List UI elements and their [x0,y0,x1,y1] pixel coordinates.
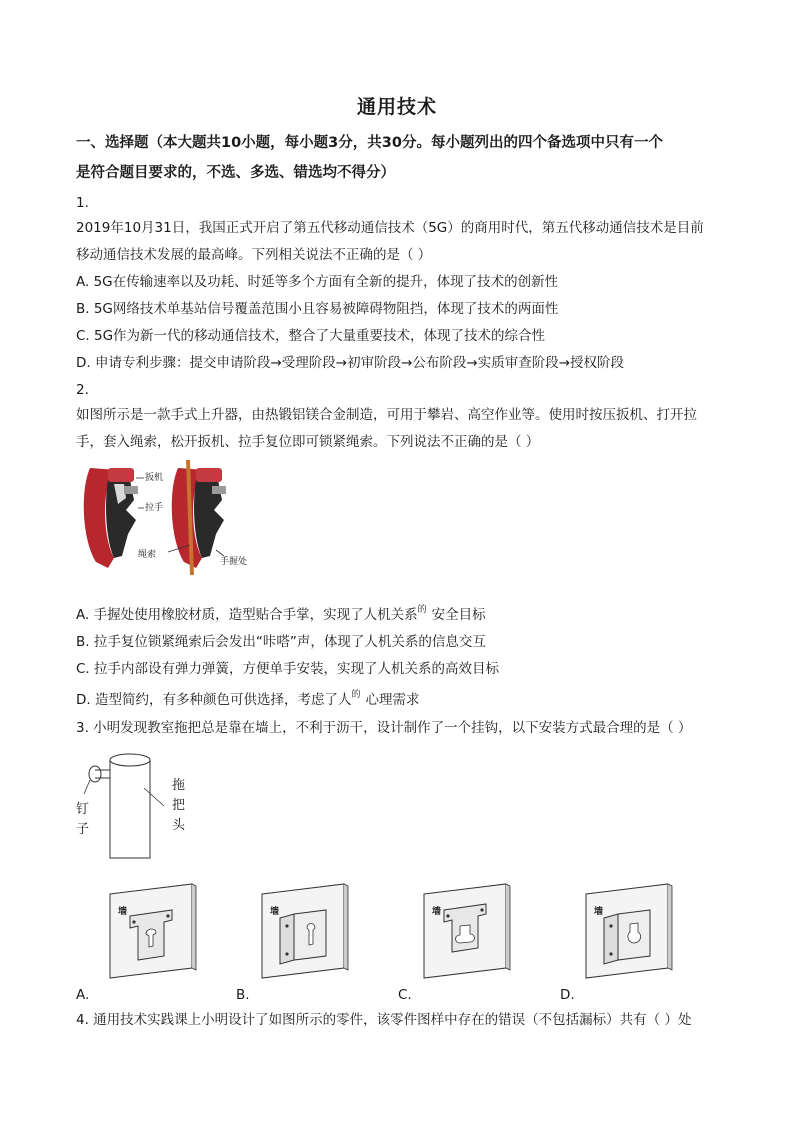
ascender-right [172,460,226,575]
wall-label-b: 墙 [270,907,280,917]
ascender-figure [78,460,278,575]
q2-option-d: D. 造型简约，有多种颜色可供选择，考虑了人 的 心理需求 [76,690,419,710]
wall-label-d: 墙 [594,907,604,917]
q2-stem-line-1: 如图所示是一款手式上升器，由热锻铝镁合金制造，可用于攀岩、高空作业等。使用时按压扳机、打开拉 [76,407,697,423]
page-title: 通用技术 [356,96,437,118]
hook-choice-a-figure [106,880,198,985]
label-mop-3: 头 [172,818,186,833]
q2-number: 2. [76,382,89,398]
q3-stem: 3. 小明发现教室拖把总是靠在墙上，不利于沥干，设计制作了一个挂钩，以下安装方式最合理的是（ ） [76,720,692,736]
q1-option-b: B. 5G网络技术单基站信号覆盖范围小且容易被障碍物阻挡，体现了技术的两面性 [76,301,559,317]
section-heading-line-1: 一、选择题（本大题共10小题，每小题3分，共30分。每小题列出的四个备选项中只有一个 [76,135,663,151]
label-handle: 拉手 [145,503,164,513]
hook-choice-b-figure [258,880,350,985]
label-nail-2: 子 [76,822,90,837]
nail-head [89,766,101,782]
q2-option-c: C. 拉手内部设有弹力弹簧，方便单手安装，实现了人机关系的高效目标 [76,661,500,677]
choice-a-label: A. [76,987,90,1003]
section-heading-line-2: 是符合题目要求的，不选、多选、错选均不得分） [76,165,395,181]
q1-option-a: A. 5G在传输速率以及功耗、时延等多个方面有全新的提升，体现了技术的创新性 [76,274,559,290]
hook-choice-d-figure [582,880,674,985]
q1-stem-line-2: 移动通信技术发展的最高峰。下列相关说法不正确的是（ ） [76,247,432,263]
ascender-left [84,468,138,568]
label-nail-1: 钉 [76,802,90,817]
hook-choice-c-figure [420,880,512,985]
label-mop-1: 拖 [172,778,186,793]
q1-option-d: D. 申请专利步骤：提交申请阶段→受理阶段→初审阶段→公布阶段→实质审查阶段→授权阶段 [76,355,625,371]
choice-c-label: C. [398,987,412,1003]
label-rope: 绳索 [138,550,157,560]
ruby-de: 的 [417,605,427,615]
label-trigger: 扳机 [145,473,164,483]
label-grip: 手握处 [220,557,248,567]
wall-label-a: 墙 [118,907,128,917]
q2-option-a: A. 手握处使用橡胶材质，造型贴合手掌，实现了人机关系 的 安全目标 [76,605,486,625]
label-mop-2: 把 [172,798,186,813]
q1-stem-line-1: 2019年10月31日，我国正式开启了第五代移动通信技术（5G）的商用时代，第五代移动通信技术是目前 [76,220,704,236]
q1-option-c: C. 5G作为新一代的移动通信技术，整合了大量重要技术，体现了技术的综合性 [76,328,546,344]
q2-stem-line-2: 手，套入绳索，松开扳机、拉手复位即可锁紧绳索。下列说法不正确的是（ ） [76,434,540,450]
q1-number: 1. [76,195,89,211]
q4-stem: 4. 通用技术实践课上小明设计了如图所示的零件，该零件图样中存在的错误（不包括漏标）共有（ ）处 [76,1012,692,1028]
wall-label-c: 墙 [432,907,442,917]
choice-b-label: B. [236,987,250,1003]
q2-option-b: B. 拉手复位锁紧绳索后会发出“咔嗒”声，体现了人机关系的信息交互 [76,634,486,650]
ruby-de: 的 [351,690,361,700]
choice-d-label: D. [560,987,575,1003]
